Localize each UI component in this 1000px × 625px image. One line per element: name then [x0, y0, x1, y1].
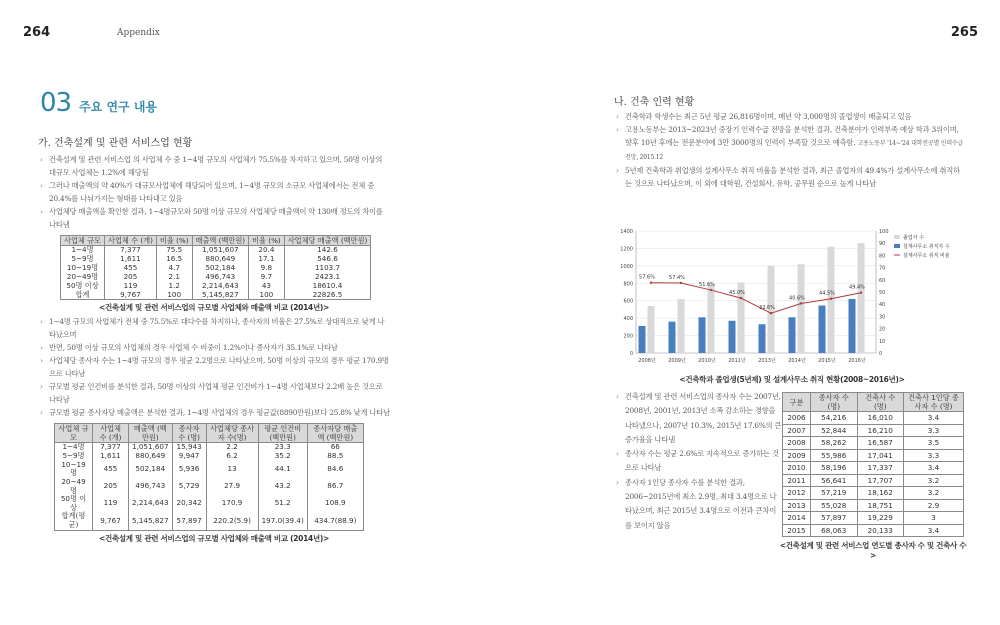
line-data-label: 32.6%: [759, 305, 775, 312]
table-cell: 16,587: [857, 437, 904, 450]
line-point: [800, 302, 802, 304]
table-cell: 57,897: [811, 512, 858, 525]
table-row: [783, 462, 964, 475]
page-number-right: 265: [950, 25, 978, 40]
chart-caption: <건축학과 졸업생(5년제) 및 설계사무소 취직 현황(2008~2016년)>: [679, 375, 905, 384]
table-caption: <건축설계 및 관련 서비스업의 규모별 사업체와 매출액 비교 (2014년)>: [98, 533, 329, 543]
table-row: [783, 474, 964, 487]
table-cell: 17,337: [857, 462, 904, 475]
table-cell: 43.2: [258, 478, 307, 495]
bullet-text: 고용노동부는 2013~2023년 중장기 인력수급 전망을 분석한 결과, 건축분야가 인력부족 예상 학과 3위이며, 향후 10년 후에는 전문분야에 3만 3000명의 인력이 부족할 것으로 예측함.: [625, 125, 959, 147]
table-cell: 2,214,643: [192, 282, 249, 291]
y-tick-label: 1400: [620, 229, 633, 235]
table-cell: 6.2: [206, 452, 258, 461]
table-cell: 20~49명: [55, 478, 93, 495]
table-cell: 9.7: [249, 273, 285, 282]
table-row: [55, 495, 364, 512]
table-cell: 18,751: [857, 499, 904, 512]
line-data-label: 45.0%: [729, 290, 745, 297]
table-header: 건축사 수 (명): [857, 393, 904, 412]
table-cell: 100: [249, 291, 285, 300]
table-cell: 119: [105, 282, 157, 291]
line-point: [770, 312, 772, 314]
table-cell: 88.5: [307, 452, 363, 461]
table-row: [783, 437, 964, 450]
table-cell: 5,145,827: [129, 512, 173, 530]
line-data-label: 51.6%: [699, 282, 715, 289]
table-header: 비율 (%): [249, 236, 285, 246]
bar-graduates: [678, 299, 685, 353]
table-cell: 3.4: [904, 524, 964, 537]
section-number: 03: [40, 88, 72, 118]
table-cell: 15,943: [172, 443, 206, 452]
table-row: [55, 452, 364, 461]
legend-swatch-hired: [894, 244, 900, 248]
table-cell: 2.2: [206, 443, 258, 452]
bar-hired: [669, 322, 676, 353]
table-cell: 1,611: [105, 255, 157, 264]
graduates-chart: [614, 225, 970, 373]
table-cell: 22826.5: [284, 291, 371, 300]
table-employee-size: [54, 423, 364, 530]
y2-tick-label: 0: [879, 351, 883, 357]
legend-label: 설계사무소 취직 비율: [903, 253, 950, 259]
table-header: 비율 (%): [156, 236, 192, 246]
table-header: 종사자당 매출액 (백만원): [307, 424, 363, 443]
table-cell: 5,936: [172, 461, 206, 478]
table-cell: 880,649: [129, 452, 173, 461]
table-cell: 434.7(88.9): [307, 512, 363, 530]
table-row: [783, 424, 964, 437]
table-cell: 170.9: [206, 495, 258, 512]
table-cell: 합계(평균): [55, 512, 93, 530]
table-cell: 2015: [783, 524, 811, 537]
table-cell: 496,743: [192, 273, 249, 282]
line-data-label: 57.6%: [639, 274, 655, 281]
table-cell: 57,219: [811, 487, 858, 500]
table-cell: 100: [156, 291, 192, 300]
table-cell: 56,641: [811, 474, 858, 487]
table-cell: 2011: [783, 474, 811, 487]
table-cell: 55,028: [811, 499, 858, 512]
table-cell: 2423.1: [284, 273, 371, 282]
y2-tick-label: 10: [879, 338, 886, 345]
table-header: 매출액 (백만원): [129, 424, 173, 443]
line-point: [830, 298, 832, 300]
table-cell: 68,063: [811, 524, 858, 537]
bullet-item: › 종사자 수는 평균 2.6%로 지속적으로 증가하는 것으로 나타남: [614, 447, 782, 476]
table-cell: 1,051,607: [129, 443, 173, 452]
table-row: [783, 412, 964, 425]
table-cell: 2014: [783, 512, 811, 525]
table-cell: 1103.7: [284, 264, 371, 273]
table-cell: 7,377: [105, 246, 157, 255]
bullet-item: › 사업체당 종사자 수는 1~4명 규모의 경우 평균 2.2명으로 나타났으며, 50명 이상의 규모의 경우 평균 170.9명으로 나타남: [38, 354, 390, 380]
table-cell: 197.0(39.4): [258, 512, 307, 530]
table-cell: 66: [307, 443, 363, 452]
table-cell: 2.9: [904, 499, 964, 512]
table-cell: 2,214,643: [129, 495, 173, 512]
bullet-item: › 사업체당 매출액을 확인한 결과, 1~4명규모와 50명 이상 규모의 사업체당 매출액이 약 130배 정도의 차이를 나타냄: [38, 205, 390, 231]
table-caption: <건축설계 및 관련 서비스업 연도별 종사자 수 및 건축사 수>: [779, 541, 967, 560]
table-cell: 20,133: [857, 524, 904, 537]
table-header: 사업체 수 (개): [93, 424, 129, 443]
x-tick-label: 2009년: [668, 358, 686, 364]
table-cell: 17,707: [857, 474, 904, 487]
table-cell: 86.7: [307, 478, 363, 495]
table-header: 사업체 수 (개): [105, 236, 157, 246]
table-cell: 20,342: [172, 495, 206, 512]
bar-graduates: [708, 284, 715, 353]
table-header: 사업체 규모: [61, 236, 105, 246]
table-cell: 58,196: [811, 462, 858, 475]
table-cell: 3.5: [904, 437, 964, 450]
bar-hired: [639, 326, 646, 353]
y2-tick-label: 60: [879, 277, 886, 284]
table-cell: 455: [105, 264, 157, 273]
table-cell: 3.3: [904, 449, 964, 462]
line-data-label: 44.5%: [819, 290, 835, 297]
table-cell: 205: [105, 273, 157, 282]
table-cell: 9.8: [249, 264, 285, 273]
bullet-item: › 규모별 평균 인건비를 분석한 결과, 50명 이상의 사업체 평균 인건비가 1~4명 사업체보다 2.2배 높은 것으로 나타남: [38, 380, 390, 406]
table-cell: 108.9: [307, 495, 363, 512]
table-cell: 9,767: [105, 291, 157, 300]
table-business-size: [60, 235, 371, 300]
table-cell: 2009: [783, 449, 811, 462]
x-tick-label: 2011년: [728, 358, 746, 364]
table-row: [55, 478, 364, 495]
table-cell: 1,611: [93, 452, 129, 461]
bar-hired: [699, 317, 706, 353]
subheading-design-industry: 가. 건축설계 및 관련 서비스업 현황: [38, 138, 193, 149]
table-cell: 1.2: [156, 282, 192, 291]
table-cell: 17.1: [249, 255, 285, 264]
y2-tick-label: 70: [879, 265, 886, 272]
table-cell: 502,184: [192, 264, 249, 273]
table-cell: 1~4명: [55, 443, 93, 452]
y-tick-label: 200: [623, 333, 633, 340]
table-cell: 10~19명: [55, 461, 93, 478]
table-cell: 220.2(5.9): [206, 512, 258, 530]
table-cell: 50명 이상: [55, 495, 93, 512]
legend-swatch-graduates: [894, 235, 900, 239]
table-cell: 3.2: [904, 487, 964, 500]
bullet-item: › 그러나 매출액의 약 40%가 대규모사업체에 해당되어 있으며, 1~4명 규모의 소규모 사업체에서는 전체 중 20.4%를 나눠가지는 형태를 나타내고 있음: [38, 179, 390, 205]
table-header: 종사자 수 (명): [172, 424, 206, 443]
bar-graduates: [858, 243, 865, 353]
table-cell: 51.2: [258, 495, 307, 512]
table-cell: 1,051,607: [192, 246, 249, 255]
table-cell: 2012: [783, 487, 811, 500]
table-cell: 2006: [783, 412, 811, 425]
line-data-label: 57.4%: [669, 274, 685, 281]
table-cell: 23.3: [258, 443, 307, 452]
table-cell: 5,145,827: [192, 291, 249, 300]
table-cell: 27.9: [206, 478, 258, 495]
table-cell: 84.6: [307, 461, 363, 478]
table-cell: 455: [93, 461, 129, 478]
table-cell: 18610.4: [284, 282, 371, 291]
table-cell: 35.2: [258, 452, 307, 461]
workforce-table-block: [779, 392, 967, 560]
table-header: 종사자 수 (명): [811, 393, 858, 412]
table-cell: 50명 이상: [61, 282, 105, 291]
right-column-top: [614, 93, 966, 190]
bullet-item: › 건축학과 학생수는 최근 5년 평균 26,816명이며, 매년 약 3,000명의 졸업생이 배출되고 있음: [614, 110, 966, 123]
table-cell: 18,162: [857, 487, 904, 500]
table-header: 사업체 규모: [55, 424, 93, 443]
line-point: [680, 282, 682, 284]
bullet-item: › 1~4명 규모의 사업체가 전체 중 75.5%로 대다수를 차지하나, 종사자의 비율은 27.5%로 상대적으로 낮게 나타났으며: [38, 315, 390, 341]
y-tick-label: 800: [623, 281, 633, 288]
bar-hired: [759, 324, 766, 353]
table-cell: 16,210: [857, 424, 904, 437]
left-column: [38, 134, 390, 544]
right-column-bottom: [614, 390, 782, 533]
y2-tick-label: 30: [879, 314, 886, 321]
table-cell: 5~9명: [55, 452, 93, 461]
table-cell: 20.4: [249, 246, 285, 255]
y-tick-label: 1000: [620, 263, 633, 270]
y-tick-label: 400: [623, 316, 633, 323]
x-tick-label: 2008년: [638, 358, 656, 364]
table-header: 건축사 1인당 종사자 수 (명): [904, 393, 964, 412]
table-cell: 3.3: [904, 424, 964, 437]
bullet-item: › 5년제 건축학과 취업생의 설계사무소 취직 비율을 분석한 결과, 최근 졸업자의 49.4%가 설계사무소에 취직하는 것으로 나타났으며, 이 외에 대학원, 건설회사, 유학, 공무원 순으로 높게 나타남: [614, 164, 966, 190]
table-cell: 502,184: [129, 461, 173, 478]
table-cell: 17,041: [857, 449, 904, 462]
line-data-label: 49.4%: [849, 284, 865, 291]
table-cell: 75.5: [156, 246, 192, 255]
table-row: [783, 449, 964, 462]
x-tick-label: 2014년: [788, 358, 806, 364]
table-cell: 2008: [783, 437, 811, 450]
bar-hired: [729, 321, 736, 353]
bullet-item: › 규모별 평균 종사자당 매출액은 분석한 결과, 1~4명 사업체의 경우 평균값(8890만원)보다 25.8% 낮게 나타남: [38, 406, 390, 419]
table-cell: 54,216: [811, 412, 858, 425]
y-tick-label: 1200: [620, 246, 633, 253]
x-tick-label: 2016년: [848, 358, 866, 364]
table-row: [783, 524, 964, 537]
y2-tick-label: 50: [879, 290, 886, 296]
table-cell: 10~19명: [61, 264, 105, 273]
page-number-left: 264: [23, 25, 51, 40]
table-header: 사업체당 매출액 (백만원): [284, 236, 371, 246]
table-cell: 119: [93, 495, 129, 512]
source-note: 고용노동부 '14~'24 대학전공별 인력수급 전망, 2015.12: [625, 140, 964, 161]
table-cell: 44.1: [258, 461, 307, 478]
table-cell: 3.4: [904, 412, 964, 425]
table-cell: 5,729: [172, 478, 206, 495]
table-row: [61, 291, 371, 300]
table-cell: 2.1: [156, 273, 192, 282]
bar-graduates: [648, 306, 655, 353]
table-cell: 7,377: [93, 443, 129, 452]
table-cell: 4.7: [156, 264, 192, 273]
line-point: [710, 289, 712, 291]
section-title: 주요 연구 내용: [79, 100, 158, 114]
subheading-workforce: 나. 건축 인력 현황: [614, 97, 695, 108]
table-cell: 19,229: [857, 512, 904, 525]
legend-label: 졸업자 수: [903, 235, 924, 241]
y2-tick-label: 90: [879, 241, 886, 248]
table-cell: 2007: [783, 424, 811, 437]
x-tick-label: 2015년: [818, 358, 836, 364]
table-cell: 52,844: [811, 424, 858, 437]
table-cell: 3.2: [904, 474, 964, 487]
table-cell: 205: [93, 478, 129, 495]
bullet-item: [614, 123, 966, 164]
table-header: 평균 인건비 (백만원): [258, 424, 307, 443]
bar-hired: [849, 299, 856, 353]
table-cell: 9,767: [93, 512, 129, 530]
y2-tick-label: 80: [879, 253, 886, 260]
y2-tick-label: 20: [879, 326, 886, 333]
y2-tick-label: 100: [879, 229, 889, 235]
table-caption: <건축설계 및 관련 서비스업의 규모별 사업체와 매출액 비교 (2014년)>: [98, 303, 329, 313]
table-cell: 합계: [61, 291, 105, 300]
x-tick-label: 2013년: [758, 358, 776, 364]
table-cell: 20~49명: [61, 273, 105, 282]
table-cell: 16,010: [857, 412, 904, 425]
appendix-label: Appendix: [117, 28, 160, 38]
table-row: [783, 487, 964, 500]
table-cell: 3: [904, 512, 964, 525]
table-row: [783, 512, 964, 525]
bar-hired: [789, 317, 796, 353]
bar-graduates: [798, 264, 805, 353]
table-cell: 5~9명: [61, 255, 105, 264]
y-tick-label: 0: [629, 351, 633, 357]
line-point: [740, 297, 742, 299]
table-cell: 880,649: [192, 255, 249, 264]
table-cell: 16.5: [156, 255, 192, 264]
table-cell: 13: [206, 461, 258, 478]
x-tick-label: 2010년: [698, 358, 716, 364]
table-row: [55, 461, 364, 478]
line-data-label: 40.6%: [789, 295, 805, 302]
table-row: [783, 499, 964, 512]
table-cell: 9,947: [172, 452, 206, 461]
section-heading: [40, 88, 157, 118]
table-cell: 3.4: [904, 462, 964, 475]
table-row: [55, 512, 364, 530]
bullet-item: › 건축설계 및 관련 서비스업 의 사업체 수 중 1~4명 규모의 사업체가 75.5%를 차지하고 있으며, 50명 이상의 대규모 사업체는 1.2%에 해당됨: [38, 153, 390, 179]
table-cell: 2013: [783, 499, 811, 512]
table-cell: 58,262: [811, 437, 858, 450]
table-header: 사업체당 종사자 수(명): [206, 424, 258, 443]
table-cell: 546.6: [284, 255, 371, 264]
table-header: 매출액 (백만원): [192, 236, 249, 246]
bullet-item: › 종사자 1인당 종사자 수를 분석한 결과, 2006~2015년에 최소 2.9명, 최대 3.4명으로 나타났으며, 최근 2015년 3.4명으로 이전과 큰차이를 보이지 않음: [614, 476, 782, 533]
table-cell: 57,897: [172, 512, 206, 530]
table-cell: 2010: [783, 462, 811, 475]
table-cell: 55,986: [811, 449, 858, 462]
table-cell: 496,743: [129, 478, 173, 495]
line-point: [650, 282, 652, 284]
line-point: [860, 292, 862, 294]
legend-label: 설계사무소 취직자 수: [903, 244, 950, 250]
bullet-item: › 건축설계 및 관련 서비스업의 종사자 수는 2007년, 2008년, 2001년, 2013년 소폭 감소하는 경향을 나타냈으나, 2007년 10.3%, 2015년 17.6%의 큰 증가율을 나타냄: [614, 390, 782, 447]
y-tick-label: 600: [623, 298, 633, 305]
table-workforce-yearly: [782, 392, 964, 537]
y2-tick-label: 40: [879, 302, 886, 309]
bullet-item: › 반면, 50명 이상 규모의 사업체의 경우 사업체 수 비중이 1.2%이나 종사자가 35.1%로 나타남: [38, 341, 390, 354]
table-cell: 142.6: [284, 246, 371, 255]
bar-hired: [819, 306, 826, 353]
table-cell: 1~4명: [61, 246, 105, 255]
table-cell: 43: [249, 282, 285, 291]
table-header: 구분: [783, 393, 811, 412]
